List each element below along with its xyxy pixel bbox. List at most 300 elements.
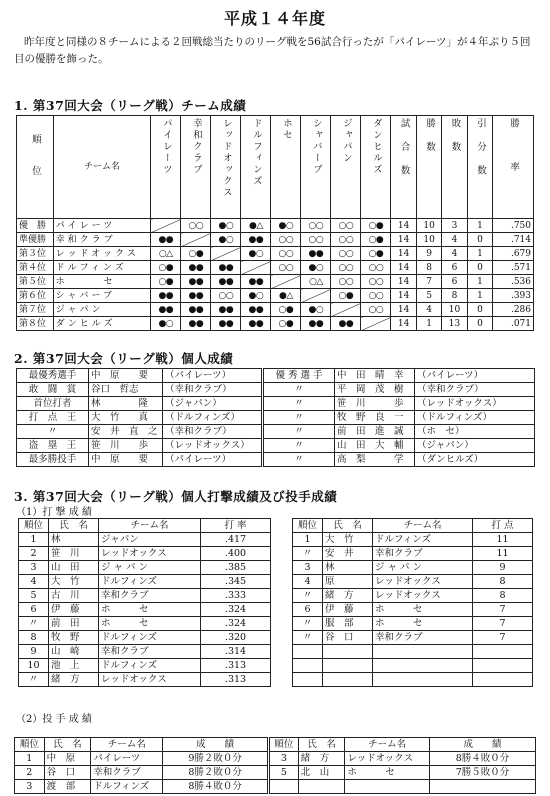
- header-team: チーム名: [53, 116, 151, 219]
- match-result: ●△: [271, 289, 301, 303]
- match-result: ○○: [331, 219, 361, 233]
- standings-row: [17, 247, 534, 261]
- match-result: ●○: [301, 303, 331, 317]
- diagonal-cell: [331, 303, 361, 317]
- award-player-2: 笹 川 歩: [335, 397, 415, 411]
- losses-cell: 4: [442, 247, 467, 261]
- draws-cell: 0: [467, 261, 492, 275]
- standings-row: [17, 233, 534, 247]
- rbi-value: [473, 659, 533, 673]
- pitching-record: [430, 780, 536, 794]
- rbi-value: 9: [473, 561, 533, 575]
- match-result: ●●: [211, 317, 241, 331]
- pitching-rank: [269, 780, 299, 794]
- rbi-player: 林: [323, 561, 373, 575]
- rbi-value: 7: [473, 603, 533, 617]
- batting-header-cell: 順位: [19, 519, 49, 533]
- team-cell: ジャパン: [53, 303, 151, 317]
- pitching-rank: 3: [15, 780, 45, 794]
- header-opponent-label: 幸和クラブ: [190, 118, 202, 176]
- batting-row: [19, 547, 271, 561]
- match-result: ○○: [331, 233, 361, 247]
- losses-cell: 10: [442, 303, 467, 317]
- intro-text: 昨年度と同様の８チームによる２回戦総当たりのリーグ戦を56試合行ったが「パイレーツ」が４年ぶり５回目の優勝を飾った。: [14, 36, 531, 65]
- match-result: ○○: [211, 289, 241, 303]
- header-opponent-5: [271, 116, 301, 219]
- batting-team: ジャパン: [99, 533, 201, 547]
- batting-row: [19, 631, 271, 645]
- draws-cell: 0: [467, 317, 492, 331]
- team-cell: ダンヒルズ: [53, 317, 151, 331]
- match-result: ○△: [301, 275, 331, 289]
- rank-cell: 優 勝: [17, 219, 54, 233]
- award-title: 最優秀選手: [17, 369, 89, 383]
- pitching-header-cell: チーム名: [91, 738, 163, 752]
- standings-row: [17, 275, 534, 289]
- pitching-row: [15, 780, 536, 794]
- batting-header-cell: チーム名: [99, 519, 201, 533]
- match-result: ●●: [211, 275, 241, 289]
- losses-cell: 4: [442, 233, 467, 247]
- pitching-team: レッドオックス: [345, 752, 430, 766]
- batting-row: [19, 575, 271, 589]
- rbi-header-cell: 氏 名: [323, 519, 373, 533]
- rbi-row: [293, 673, 533, 687]
- team-cell: ドルフィンズ: [53, 261, 151, 275]
- match-result: ○●: [361, 219, 391, 233]
- pitching-header-cell: 氏 名: [44, 738, 91, 752]
- header-opponent-3: [211, 116, 241, 219]
- match-result: ●●: [211, 303, 241, 317]
- diagonal-cell: [361, 317, 391, 331]
- rbi-header-cell: 打 点: [473, 519, 533, 533]
- match-result: ●○: [241, 289, 271, 303]
- award-title-2: 〃: [263, 453, 335, 467]
- pitching-rank: 1: [15, 752, 45, 766]
- pitching-rank: 3: [269, 752, 299, 766]
- batting-player: 林: [49, 533, 99, 547]
- match-result: ○○: [361, 275, 391, 289]
- match-result: ○○: [361, 303, 391, 317]
- match-result: ●●: [151, 303, 181, 317]
- losses-cell: 8: [442, 289, 467, 303]
- match-result: ○○: [331, 261, 361, 275]
- batting-value: .385: [201, 561, 271, 575]
- batting-header-cell: 打 率: [201, 519, 271, 533]
- match-result: ●○: [211, 219, 241, 233]
- pitching-team: ホ セ: [345, 766, 430, 780]
- award-team-2: （幸和クラブ）: [415, 383, 535, 397]
- header-wins-label: 勝数: [424, 118, 436, 165]
- batting-value: .333: [201, 589, 271, 603]
- rbi-player: 安 井: [323, 547, 373, 561]
- rbi-table: [292, 518, 533, 687]
- batting-rank: 8: [19, 631, 49, 645]
- wins-cell: 1: [416, 317, 441, 331]
- batting-row: [19, 603, 271, 617]
- rbi-team: ホ セ: [373, 603, 473, 617]
- batting-value: .314: [201, 645, 271, 659]
- rank-cell: 準優勝: [17, 233, 54, 247]
- match-result: ○○: [361, 289, 391, 303]
- header-opponent-label: ジャパン: [340, 118, 352, 164]
- rbi-rank: 〃: [293, 631, 323, 645]
- award-title: 最多勝投手: [17, 453, 89, 467]
- match-result: ○●: [361, 247, 391, 261]
- batting-value: .417: [201, 533, 271, 547]
- losses-cell: 6: [442, 275, 467, 289]
- batting-rank: 3: [19, 561, 49, 575]
- batting-team: 幸和クラブ: [99, 589, 201, 603]
- wins-cell: 10: [416, 219, 441, 233]
- pitching-record: 7勝５敗０分: [430, 766, 536, 780]
- rbi-team: 幸和クラブ: [373, 547, 473, 561]
- award-player-2: 牧 野 良 一: [335, 411, 415, 425]
- batting-value: .320: [201, 631, 271, 645]
- match-result: ●●: [241, 317, 271, 331]
- diagonal-cell: [211, 247, 241, 261]
- rbi-row: [293, 533, 533, 547]
- match-result: ●●: [301, 317, 331, 331]
- rbi-value: 11: [473, 547, 533, 561]
- rbi-rank: 〃: [293, 589, 323, 603]
- batting-player: 池 上: [49, 659, 99, 673]
- wins-cell: 9: [416, 247, 441, 261]
- match-result: ●●: [241, 233, 271, 247]
- standings-header: [17, 116, 534, 219]
- award-player-2: 前 田 進 誠: [335, 425, 415, 439]
- standings-row: [17, 303, 534, 317]
- batting-value: .324: [201, 617, 271, 631]
- award-team-2: （ダンヒルズ）: [415, 453, 535, 467]
- games-cell: 14: [391, 303, 416, 317]
- batting-value: .400: [201, 547, 271, 561]
- rbi-team: レッドオックス: [373, 589, 473, 603]
- match-result: ●●: [331, 317, 361, 331]
- diagonal-cell: [151, 219, 181, 233]
- games-cell: 14: [391, 247, 416, 261]
- award-title-2: 優 秀 選 手: [263, 369, 335, 383]
- award-team: （レッドオックス）: [163, 439, 263, 453]
- header-draws-label: 引分数: [474, 118, 486, 189]
- match-result: ●●: [211, 261, 241, 275]
- award-player: 林 隆: [89, 397, 163, 411]
- rbi-player: 大 竹: [323, 533, 373, 547]
- award-title: 敢 闘 賞: [17, 383, 89, 397]
- pitching-record: 8勝４敗０分: [163, 780, 269, 794]
- award-row: [17, 369, 535, 383]
- rbi-row: [293, 617, 533, 631]
- pitching-header-cell: チーム名: [345, 738, 430, 752]
- match-result: ○○: [271, 233, 301, 247]
- pct-cell: .536: [493, 275, 534, 289]
- match-result: ●○: [151, 317, 181, 331]
- rbi-team: [373, 645, 473, 659]
- losses-cell: 13: [442, 317, 467, 331]
- batting-rank: 6: [19, 603, 49, 617]
- award-row: [17, 397, 535, 411]
- match-result: ●●: [301, 247, 331, 261]
- pitching-header-cell: 成 績: [430, 738, 536, 752]
- match-result: ●●: [181, 303, 211, 317]
- pitching-player: 中 原: [44, 752, 91, 766]
- match-result: ○●: [331, 289, 361, 303]
- batting-team: 幸和クラブ: [99, 645, 201, 659]
- rbi-team: ジ ャ パ ン: [373, 561, 473, 575]
- award-team: （ドルフィンズ）: [163, 411, 263, 425]
- rbi-player: 緒 方: [323, 589, 373, 603]
- pct-cell: .071: [493, 317, 534, 331]
- wins-cell: 7: [416, 275, 441, 289]
- batting-player: 古 川: [49, 589, 99, 603]
- pitching-header-cell: 成 績: [163, 738, 269, 752]
- pitching-player: 緒 方: [298, 752, 345, 766]
- batting-rank: 〃: [19, 673, 49, 687]
- rbi-rank: 3: [293, 561, 323, 575]
- games-cell: 14: [391, 219, 416, 233]
- rbi-player: 原: [323, 575, 373, 589]
- rbi-player: [323, 659, 373, 673]
- games-cell: 14: [391, 261, 416, 275]
- draws-cell: 1: [467, 275, 492, 289]
- batting-row: [19, 673, 271, 687]
- header-opponent-label: パイレーツ: [160, 118, 172, 176]
- rbi-player: [323, 673, 373, 687]
- batting-team: レッドオックス: [99, 673, 201, 687]
- losses-cell: 6: [442, 261, 467, 275]
- batting-player: 笹 川: [49, 547, 99, 561]
- award-team-2: （ジャパン）: [415, 439, 535, 453]
- header-rank: 順位: [29, 133, 41, 197]
- award-team: （パイレーツ）: [163, 369, 263, 383]
- award-title-2: 〃: [263, 425, 335, 439]
- pitching-rank: 2: [15, 766, 45, 780]
- award-team-2: （レッドオックス）: [415, 397, 535, 411]
- batting-header: [19, 519, 271, 533]
- draws-cell: 0: [467, 303, 492, 317]
- batting-rank: 4: [19, 575, 49, 589]
- batting-player: 山 田: [49, 561, 99, 575]
- pct-cell: .286: [493, 303, 534, 317]
- batting-row: [19, 659, 271, 673]
- rbi-header-cell: 順位: [293, 519, 323, 533]
- batting-player: 牧 野: [49, 631, 99, 645]
- award-row: [17, 439, 535, 453]
- pitching-player: 北 山: [298, 766, 345, 780]
- draws-cell: 1: [467, 289, 492, 303]
- batting-rank: 1: [19, 533, 49, 547]
- batting-team: ドルフィンズ: [99, 575, 201, 589]
- match-result: ○●: [151, 261, 181, 275]
- games-cell: 14: [391, 233, 416, 247]
- rbi-row: [293, 589, 533, 603]
- award-player-2: 高 梨 学: [335, 453, 415, 467]
- award-team-2: （ドルフィンズ）: [415, 411, 535, 425]
- match-result: ●●: [241, 275, 271, 289]
- rbi-player: 服 部: [323, 617, 373, 631]
- award-title: 打 点 王: [17, 411, 89, 425]
- header-opponent-label: ドルフィンズ: [250, 118, 262, 187]
- award-player: 安 井 直 之: [89, 425, 163, 439]
- batting-value: .345: [201, 575, 271, 589]
- award-team: （ジャパン）: [163, 397, 263, 411]
- rbi-row: [293, 561, 533, 575]
- rbi-rank: [293, 659, 323, 673]
- header-games: [391, 116, 416, 219]
- rbi-header-cell: チーム名: [373, 519, 473, 533]
- award-row: [17, 425, 535, 439]
- rbi-player: [323, 645, 373, 659]
- match-result: ●●: [181, 261, 211, 275]
- header-opponent-4: [241, 116, 271, 219]
- rbi-player: 伊 藤: [323, 603, 373, 617]
- match-result: ●○: [211, 233, 241, 247]
- award-team: （パイレーツ）: [163, 453, 263, 467]
- draws-cell: 0: [467, 233, 492, 247]
- batting-player: 山 崎: [49, 645, 99, 659]
- award-team: （幸和クラブ）: [163, 425, 263, 439]
- diagonal-cell: [241, 261, 271, 275]
- award-title: 盗 塁 王: [17, 439, 89, 453]
- batting-rank: 10: [19, 659, 49, 673]
- pitching-header-cell: 氏 名: [298, 738, 345, 752]
- award-row: [17, 411, 535, 425]
- pitching-table: [14, 737, 536, 794]
- match-result: ○△: [151, 247, 181, 261]
- match-result: ○○: [181, 219, 211, 233]
- rank-cell: 第７位: [17, 303, 54, 317]
- draws-cell: 1: [467, 247, 492, 261]
- match-result: ○●: [181, 247, 211, 261]
- section-2-heading: 2. 第37回大会（リーグ戦）個人成績: [14, 351, 234, 366]
- award-title: 〃: [17, 425, 89, 439]
- losses-cell: 3: [442, 219, 467, 233]
- award-row: [17, 453, 535, 467]
- rank-cell: 第５位: [17, 275, 54, 289]
- match-result: ●○: [301, 261, 331, 275]
- batting-header-cell: 氏 名: [49, 519, 99, 533]
- batting-team: ホ セ: [99, 603, 201, 617]
- header-pct: [493, 116, 534, 219]
- header-opponent-label: ダンヒルズ: [370, 118, 382, 176]
- pct-cell: .714: [493, 233, 534, 247]
- award-title: 首位打者: [17, 397, 89, 411]
- wins-cell: 8: [416, 261, 441, 275]
- rbi-rank: 〃: [293, 547, 323, 561]
- rbi-rank: 6: [293, 603, 323, 617]
- games-cell: 14: [391, 275, 416, 289]
- match-result: ○○: [361, 261, 391, 275]
- batting-value: .313: [201, 673, 271, 687]
- header-draws: [467, 116, 492, 219]
- rbi-value: 7: [473, 631, 533, 645]
- pitching-row: [15, 766, 536, 780]
- award-title-2: 〃: [263, 439, 335, 453]
- games-cell: 14: [391, 289, 416, 303]
- match-result: ●●: [181, 275, 211, 289]
- batting-row: [19, 617, 271, 631]
- match-result: ○○: [331, 247, 361, 261]
- wins-cell: 10: [416, 233, 441, 247]
- batting-row: [19, 561, 271, 575]
- pitching-player: 谷 口: [44, 766, 91, 780]
- rbi-rank: [293, 673, 323, 687]
- pct-cell: .571: [493, 261, 534, 275]
- header-wins: [416, 116, 441, 219]
- batting-table: [18, 518, 271, 687]
- rank-cell: 第３位: [17, 247, 54, 261]
- match-result: ●●: [151, 233, 181, 247]
- pitching-header-cell: 順位: [15, 738, 45, 752]
- rbi-player: 谷 口: [323, 631, 373, 645]
- wins-cell: 4: [416, 303, 441, 317]
- team-cell: ホ セ: [53, 275, 151, 289]
- pitching-record: 9勝２敗０分: [163, 752, 269, 766]
- match-result: ●●: [241, 303, 271, 317]
- award-player: 大 竹 真: [89, 411, 163, 425]
- batting-team: ジ ャ パ ン: [99, 561, 201, 575]
- team-cell: シャバーブ: [53, 289, 151, 303]
- batting-player: 伊 藤: [49, 603, 99, 617]
- awards-table: [16, 368, 535, 467]
- rbi-row: [293, 645, 533, 659]
- match-result: ○○: [301, 219, 331, 233]
- award-player-2: 平 岡 茂 樹: [335, 383, 415, 397]
- match-result: ●●: [181, 317, 211, 331]
- batting-player: 大 竹: [49, 575, 99, 589]
- award-row: [17, 383, 535, 397]
- match-result: ●○: [241, 247, 271, 261]
- match-result: ●○: [271, 219, 301, 233]
- pct-cell: .393: [493, 289, 534, 303]
- header-opponent-1: [151, 116, 181, 219]
- batting-row: [19, 645, 271, 659]
- pitching-team: [345, 780, 430, 794]
- rbi-value: [473, 645, 533, 659]
- header-losses: [442, 116, 467, 219]
- rbi-team: 幸和クラブ: [373, 631, 473, 645]
- header-opponent-label: シャバーブ: [310, 118, 322, 176]
- pitching-rank: 5: [269, 766, 299, 780]
- batting-team: ドルフィンズ: [99, 659, 201, 673]
- header-pct-label: 勝率: [508, 118, 520, 205]
- rbi-team: ドルフィンズ: [373, 533, 473, 547]
- standings-row: [17, 261, 534, 275]
- rbi-team: [373, 673, 473, 687]
- standings-row: [17, 317, 534, 331]
- batting-team: ドルフィンズ: [99, 631, 201, 645]
- pitching-player: 渡 部: [44, 780, 91, 794]
- standings-row: [17, 219, 534, 233]
- rbi-row: [293, 575, 533, 589]
- rbi-value: 8: [473, 589, 533, 603]
- draws-cell: 1: [467, 219, 492, 233]
- award-player: 笹 川 歩: [89, 439, 163, 453]
- award-title-2: 〃: [263, 397, 335, 411]
- team-cell: 幸和クラブ: [53, 233, 151, 247]
- rbi-team: ホ セ: [373, 617, 473, 631]
- batting-player: 前 田: [49, 617, 99, 631]
- match-result: ○○: [301, 233, 331, 247]
- header-opponent-6: [301, 116, 331, 219]
- pct-cell: .750: [493, 219, 534, 233]
- pitching-header: [15, 738, 536, 752]
- header-opponent-2: [181, 116, 211, 219]
- batting-team: レッドオックス: [99, 547, 201, 561]
- standings-table: [16, 115, 534, 331]
- header-opponent-8: [361, 116, 391, 219]
- rbi-row: [293, 603, 533, 617]
